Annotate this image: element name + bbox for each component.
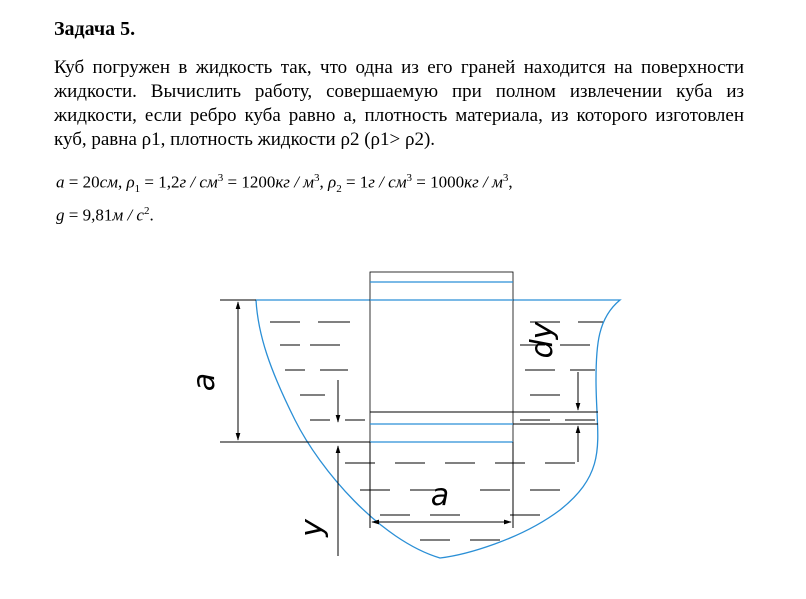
- problem-title: Задача 5.: [54, 18, 136, 40]
- edge-label-left: a: [187, 372, 222, 392]
- problem-statement: Куб погружен в жидкость так, что одна из его граней находится на поверхности жидкости. Вычислить работу, совершаемую при полном извлечении куба из жидкости, если ребро куба равно a, плотность материала, из которого изготовлен куб, равна ρ1, плотность жидкости ρ2 (ρ1> ρ2).: [54, 57, 744, 150]
- cube: [370, 272, 513, 442]
- given-values-line-1: a = 20см, $\rho_1 = 1,2г / см^3 = 1200кг / м^3$, $\rho_2 = 1г / см^3 = 1000кг / м^3$,: [56, 172, 513, 196]
- given-values-line-2: $g = 9,81м / с^2$.: [56, 205, 154, 225]
- edge-label-bottom: a: [430, 478, 450, 513]
- y-label: y: [295, 519, 330, 537]
- dy-label: dy: [525, 321, 560, 359]
